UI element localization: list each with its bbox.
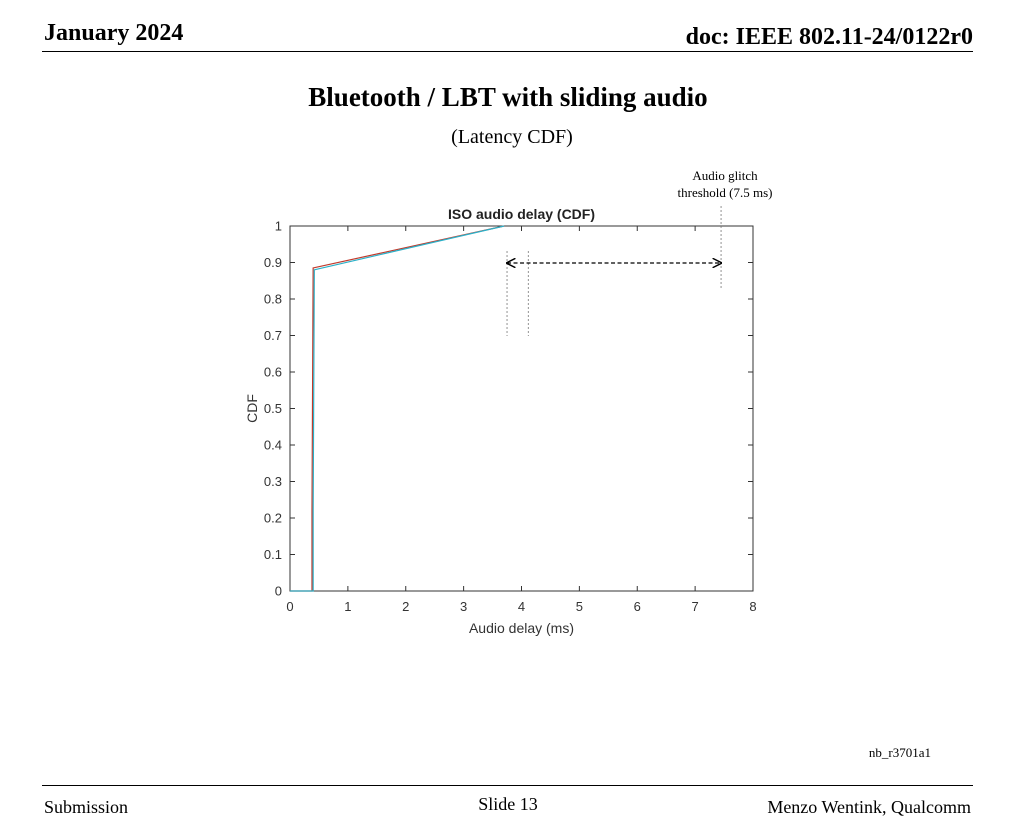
y-tick-label: 0.8 [263, 291, 282, 307]
footer-slide-number: Slide 13 [478, 794, 538, 814]
footer-author: Menzo Wentink, Qualcomm [767, 797, 971, 817]
x-tick-label: 0 [286, 599, 294, 614]
header-doc-id: doc: IEEE 802.11-24/0122r0 [685, 24, 973, 50]
y-tick-label: 0.7 [263, 328, 282, 343]
x-tick-label: 6 [633, 599, 641, 614]
x-tick-label: 8 [749, 599, 757, 614]
y-tick-label: 0 [274, 583, 282, 599]
threshold-annotation-line1: Audio glitch [692, 168, 758, 183]
header-date: January 2024 [44, 20, 184, 46]
x-tick-label: 3 [460, 599, 468, 614]
chart-title: ISO audio delay (CDF) [447, 206, 596, 222]
reference-id: nb_r3701a1 [868, 745, 931, 760]
y-tick-label: 0.9 [263, 255, 282, 270]
footer-submission: Submission [44, 797, 129, 817]
x-tick-label: 7 [691, 599, 699, 614]
y-tick-label: 0.2 [263, 510, 282, 526]
y-axis-label: CDF [244, 394, 260, 423]
y-tick-label: 0.4 [263, 437, 282, 453]
threshold-annotation-line2: threshold (7.5 ms) [677, 185, 773, 200]
footer-rule [42, 785, 973, 786]
x-tick-label: 2 [402, 599, 410, 614]
y-tick-label: 0.5 [263, 401, 282, 416]
x-axis-label: Audio delay (ms) [468, 620, 575, 636]
slide-subtitle: (Latency CDF) [451, 126, 573, 148]
y-tick-label: 1 [274, 218, 282, 234]
plot-area [290, 226, 753, 591]
x-tick-label: 1 [344, 599, 352, 614]
y-tick-label: 0.1 [263, 547, 282, 562]
y-tick-label: 0.6 [263, 364, 282, 380]
slide-title: Bluetooth / LBT with sliding audio [308, 82, 708, 112]
x-tick-label: 4 [517, 599, 526, 614]
x-tick-label: 5 [575, 599, 583, 614]
y-tick-label: 0.3 [263, 474, 282, 489]
